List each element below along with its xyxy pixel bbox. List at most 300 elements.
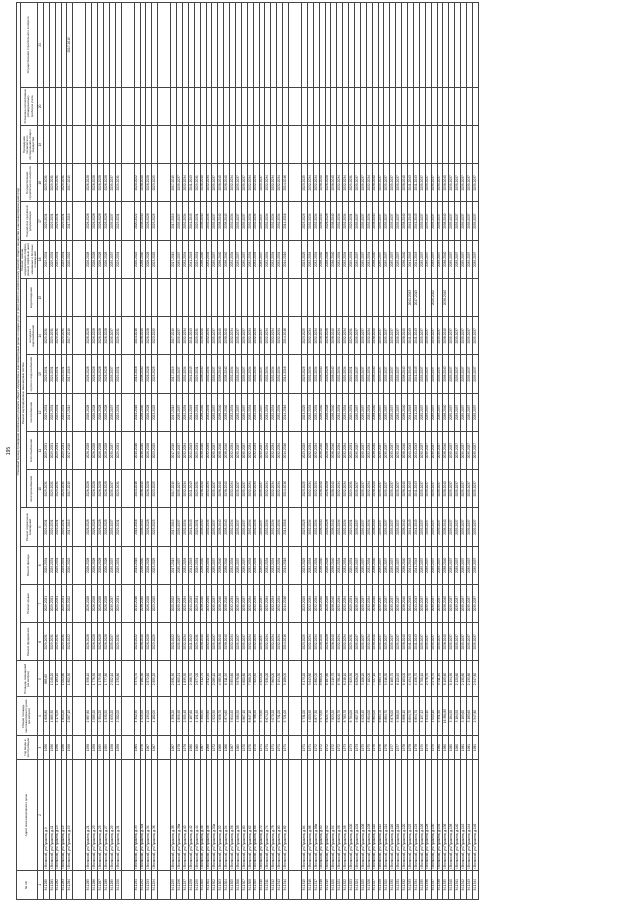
table-cell: 1 183,10 [55, 661, 61, 697]
table-cell: 2035-2037 [472, 546, 478, 584]
table-cell: 2038-2040 [319, 393, 325, 431]
table-cell: 4 139,00 [146, 697, 152, 735]
table-cell: 7 631,00 [265, 661, 271, 697]
table-cell: 2035-2037 [461, 355, 467, 393]
empty-cell [289, 3, 302, 88]
address-cell: г.Волжский, ул.Пушкина, д.110 [372, 760, 378, 870]
table-cell: 1973 [349, 735, 355, 760]
empty-cell [289, 87, 302, 125]
table-cell: 2035-2037 [259, 508, 265, 546]
table-cell: 2029-2031 [55, 584, 61, 622]
empty-cell [121, 87, 134, 125]
table-cell: 2035-2037 [236, 240, 242, 278]
table-cell: 2017-2019 [171, 164, 177, 202]
table-cell: 2035-2037 [241, 355, 247, 393]
column-number: 7 [37, 584, 43, 622]
table-cell: 1971 [271, 735, 277, 760]
table-cell: 2026-2028 [98, 431, 104, 469]
table-cell: 2035-2037 [425, 202, 431, 240]
table-cell: 2014-2016 [283, 546, 289, 584]
table-cell: 2035-2037 [472, 240, 478, 278]
table-cell: 2038-2040 [319, 546, 325, 584]
table-cell: 34.1312 [271, 870, 277, 899]
table-cell: 2029-2031 [43, 546, 49, 584]
table-cell: 2029-2031 [43, 393, 49, 431]
table-cell: 2026-2028 [86, 546, 92, 584]
table-cell: 2041-2043 [408, 546, 414, 584]
table-cell: 4 342,90 [134, 697, 140, 735]
table-cell: 2029-2031 [43, 584, 49, 622]
table-cell: 2026-2028 [146, 623, 152, 661]
table-cell: 2 882,00 [313, 661, 319, 697]
table-cell: 1978 [402, 735, 408, 760]
table-cell: 2038-2040 [200, 240, 206, 278]
table-cell: 2032-2034 [230, 470, 236, 508]
address-cell: г.Волжский, ул.Пушкина, д.34 [146, 760, 152, 870]
table-cell: 2029-2031 [49, 240, 55, 278]
address-cell: г.Волжский, ул.Пушкина, д.134 [437, 760, 443, 870]
table-cell: 2035-2037 [425, 508, 431, 546]
table-cell: 34.1311 [265, 870, 271, 899]
table-cell: 2 130,80 [466, 661, 472, 697]
table-cell: 2032-2034 [337, 431, 343, 469]
table-cell: 2038-2040 [140, 393, 146, 431]
table-cell: 2 887,80 [86, 697, 92, 735]
table-cell: 2014-2016 [283, 508, 289, 546]
table-cell: 2035-2037 [437, 470, 443, 508]
table-cell: 2041-2043 [188, 240, 194, 278]
address-cell: г.Волжский, ул.Пушкина, д.82 [283, 760, 289, 870]
empty-cell [121, 546, 134, 584]
table-cell: 2032-2034 [230, 584, 236, 622]
table-cell: 8 877,30 [313, 697, 319, 735]
table-cell: 2032-2034 [206, 546, 212, 584]
table-cell: 2023-2025 [302, 431, 308, 469]
table-cell: 1 002,80 [61, 661, 67, 697]
table-cell: 2026-2028 [146, 470, 152, 508]
table-cell: 1956 [55, 735, 61, 760]
table-cell: 2035-2037 [419, 355, 425, 393]
table-cell: 7 182,00 [366, 661, 372, 697]
table-cell: 2032-2034 [271, 508, 277, 546]
empty-cell [289, 393, 302, 431]
table-cell: 34.1326 [366, 870, 372, 899]
table-cell: 2029-2031 [43, 623, 49, 661]
table-cell: 2026-2028 [98, 240, 104, 278]
table-cell: 3 106,20 [360, 661, 366, 697]
empty-cell [121, 508, 134, 546]
table-cell: 2035-2037 [241, 240, 247, 278]
table-cell: 2 170,20 [55, 697, 61, 735]
table-cell: 2035-2037 [419, 202, 425, 240]
table-cell: 2035-2037 [384, 546, 390, 584]
table-cell: 2035-2037 [431, 546, 437, 584]
table-cell: 2026-2028 [325, 431, 331, 469]
table-cell: 34.1343 [466, 870, 472, 899]
table-cell: 2032-2034 [265, 508, 271, 546]
table-cell: 1 230,80 [115, 661, 121, 697]
table-cell: 34.1316 [307, 870, 313, 899]
address-cell: г.Волжский, ул.Пушкина, д.92 [325, 760, 331, 870]
table-cell: 2032-2034 [271, 431, 277, 469]
header-metering: Проведение технического обследования общего имущества [21, 125, 38, 163]
table-cell: 2032-2034 [366, 240, 372, 278]
table-cell: 2032-2034 [182, 623, 188, 661]
table-cell: 34.1318 [319, 870, 325, 899]
table-cell: 2038-2040 [218, 508, 224, 546]
table-cell: 2017-2019 [171, 355, 177, 393]
table-cell: 2035-2037 [177, 623, 183, 661]
table-cell: 2041-2043 [408, 470, 414, 508]
table-cell: 2035-2037 [449, 202, 455, 240]
table-cell: 2035-2037 [461, 546, 467, 584]
table-cell: 2038-2040 [140, 355, 146, 393]
table-cell: 2032-2034 [182, 508, 188, 546]
table-cell: 2041-2043 [408, 623, 414, 661]
table-cell: 2035-2037 [461, 508, 467, 546]
table-cell: 2026-2028 [86, 202, 92, 240]
table-cell: 2017-2019 [171, 508, 177, 546]
table-cell: 4 043,10 [425, 697, 431, 735]
table-cell: 2038-2040 [218, 164, 224, 202]
table-cell: 2029-2031 [61, 164, 67, 202]
table-cell: 2038-2040 [402, 470, 408, 508]
table-cell: 2032-2034 [230, 355, 236, 393]
table-cell: 2032-2034 [247, 164, 253, 202]
table-cell: 2035-2037 [455, 470, 461, 508]
table-cell: 2038-2040 [443, 431, 449, 469]
table-cell: 8 674,20 [265, 697, 271, 735]
table-cell: 1 930,50 [103, 697, 109, 735]
empty-cell [73, 546, 86, 584]
table-cell: 2032-2034 [206, 202, 212, 240]
empty-cell [73, 623, 86, 661]
table-cell: 2026-2028 [103, 584, 109, 622]
table-cell: 2035-2037 [461, 470, 467, 508]
header-heat: теплоснабжения [27, 431, 38, 469]
table-cell: 2 831,30 [171, 661, 177, 697]
address-cell: г.Волжский, ул.Пушкина, д.33 [134, 760, 140, 870]
table-cell: 2038-2040 [319, 202, 325, 240]
empty-cell [73, 661, 86, 697]
table-cell: 2035-2037 [212, 431, 218, 469]
table-cell: 2035-2037 [109, 623, 115, 661]
empty-cell [73, 240, 86, 278]
table-cell: 2026-2028 [92, 317, 98, 355]
empty-cell [158, 431, 171, 469]
table-cell: 2038-2040 [443, 584, 449, 622]
table-cell: 7 568,20 [247, 661, 253, 697]
table-cell: 2032-2034 [277, 240, 283, 278]
table-cell: 2035-2037 [431, 164, 437, 202]
table-cell: 2032-2034 [343, 202, 349, 240]
table-cell: 2035-2037 [455, 393, 461, 431]
table-cell: 5 731,00 [302, 697, 308, 735]
table-cell: 2035-2037 [259, 164, 265, 202]
table-cell: 34.1322 [343, 870, 349, 899]
table-cell: 2035-2037 [449, 584, 455, 622]
address-cell: г.Волжский, ул.Пушкина, д.94 [331, 760, 337, 870]
table-cell: 2038-2040 [319, 508, 325, 546]
table-cell: 1972 [331, 735, 337, 760]
table-cell: 2032-2034 [313, 355, 319, 393]
table-cell: 2026-2028 [98, 317, 104, 355]
table-cell: 2038-2040 [224, 584, 230, 622]
empty-cell [289, 431, 302, 469]
empty-cell [73, 202, 86, 240]
table-cell: 1966 [224, 735, 230, 760]
table-cell: 2 067,10 [67, 697, 73, 735]
table-cell: 2026-2028 [103, 317, 109, 355]
table-cell: 2017-2019 [67, 164, 73, 202]
table-cell: 2029-2031 [349, 623, 355, 661]
table-cell: 2035-2037 [236, 470, 242, 508]
table-cell: 2035-2037 [390, 355, 396, 393]
table-cell: 2041-2043 [413, 355, 419, 393]
table-cell: 865,60 [43, 661, 49, 697]
table-cell: 2023-2025 [302, 546, 308, 584]
table-cell: 2035-2037 [431, 355, 437, 393]
address-cell: г.Волжский, ул.Пушкина, д.11 [49, 760, 55, 870]
table-cell: 2020-2022 [67, 584, 73, 622]
address-cell: г.Волжский, ул.Пушкина, д.126 [419, 760, 425, 870]
table-cell: 2026-2028 [92, 431, 98, 469]
table-cell: 2035-2037 [378, 623, 384, 661]
table-cell: 2026-2028 [86, 164, 92, 202]
table-cell: 2035-2037 [355, 393, 361, 431]
address-cell: г.Волжский, ул.Пушкина, д.146 [472, 760, 478, 870]
table-cell: 2035-2037 [378, 546, 384, 584]
table-cell: 2041-2043 [188, 470, 194, 508]
address-cell: г.Волжский, ул.Пушкина, д.48 [206, 760, 212, 870]
table-cell: 2032-2034 [271, 317, 277, 355]
table-cell: 2035-2037 [419, 317, 425, 355]
table-cell: 34.1299 [194, 870, 200, 899]
table-cell: 2038-2040 [443, 470, 449, 508]
table-cell: 2032-2034 [206, 164, 212, 202]
table-cell: 2032-2034 [271, 584, 277, 622]
table-cell: 2035-2037 [355, 164, 361, 202]
group-gap-row [73, 3, 86, 900]
table-cell: 2026-2028 [103, 355, 109, 393]
table-cell: 2035-2037 [360, 355, 366, 393]
empty-cell [121, 317, 134, 355]
empty-cell [73, 760, 86, 870]
table-cell: 2032-2034 [206, 355, 212, 393]
table-cell: 1981 [466, 735, 472, 760]
table-cell: 2035-2037 [177, 202, 183, 240]
table-cell: 2032-2034 [182, 470, 188, 508]
empty-cell [121, 125, 134, 163]
table-cell: 2038-2040 [200, 355, 206, 393]
table-cell: 2014-2016 [283, 623, 289, 661]
table-cell: 2032-2034 [313, 240, 319, 278]
table-cell: 34.1284 [67, 870, 73, 899]
table-cell: 2032-2034 [230, 546, 236, 584]
table-cell: 2029-2031 [55, 623, 61, 661]
address-cell: г.Волжский, ул.Пушкина, д.116 [390, 760, 396, 870]
table-cell: 2038-2040 [443, 508, 449, 546]
table-cell: 1 777,80 [103, 661, 109, 697]
table-cell: 2023-2025 [302, 164, 308, 202]
table-cell: 2032-2034 [307, 470, 313, 508]
table-cell: 2 547,80 [472, 697, 478, 735]
table-cell: 2035-2037 [472, 317, 478, 355]
table-cell: 8 876,00 [390, 697, 396, 735]
table-cell: 2041-2043 [188, 202, 194, 240]
table-cell: 2029-2031 [194, 431, 200, 469]
table-cell: 2026-2028 [325, 355, 331, 393]
empty-cell [289, 735, 302, 760]
header-period-group: Плановый период проведения капитального ремонта общего имущества в многоквартирных домах по видам услуг и (или) работ по капитальному ремонту общего имущества в многоквартирном доме (год) [17, 3, 21, 661]
table-cell: 2032-2034 [265, 164, 271, 202]
table-cell: 2038-2040 [140, 546, 146, 584]
table-cell: 2041-2043 [188, 584, 194, 622]
table-cell: 2035-2037 [466, 355, 472, 393]
table-cell: 2035-2037 [384, 508, 390, 546]
empty-cell [73, 735, 86, 760]
table-cell: 2038-2040 [402, 431, 408, 469]
table-cell: 2035-2037 [461, 431, 467, 469]
table-cell: 2029-2031 [43, 355, 49, 393]
table-cell: 2038-2040 [443, 317, 449, 355]
empty-cell [73, 431, 86, 469]
table-cell: 2035-2037 [109, 393, 115, 431]
table-cell: 2 877,00 [194, 661, 200, 697]
table-cell: 2038-2040 [443, 202, 449, 240]
table-cell: 1964 [134, 735, 140, 760]
table-cell: 2035-2037 [437, 164, 443, 202]
table-cell: 2029-2031 [43, 431, 49, 469]
table-cell: 2035-2037 [259, 431, 265, 469]
table-cell: 2035-2037 [355, 508, 361, 546]
table-cell: 2032-2034 [313, 393, 319, 431]
table-cell: 1967 [230, 735, 236, 760]
table-cell: 2032-2034 [337, 508, 343, 546]
table-cell: 4 925,90 [140, 697, 146, 735]
address-cell: г.Волжский, ул.Пушкина, д.140 [455, 760, 461, 870]
table-cell: 2041-2043 [413, 164, 419, 202]
table-cell: 34.1317 [313, 870, 319, 899]
table-cell: 2035-2037 [360, 240, 366, 278]
table-cell: 2035-2037 [466, 508, 472, 546]
table-cell: 2032-2034 [271, 355, 277, 393]
table-cell: 2026-2028 [103, 546, 109, 584]
table-cell: 1977 [390, 735, 396, 760]
table-cell: 2035-2037 [177, 584, 183, 622]
table-cell: 2032-2034 [247, 393, 253, 431]
table-cell: 2017-2019 [171, 317, 177, 355]
table-cell: 2038-2040 [224, 546, 230, 584]
table-cell: 2017-2019 [171, 202, 177, 240]
table-cell: 2032-2034 [247, 431, 253, 469]
table-cell: 2032-2034 [313, 584, 319, 622]
table-cell: 2032-2034 [182, 164, 188, 202]
table-cell: 2023-2025 [302, 508, 308, 546]
table-cell: 2032-2034 [253, 508, 259, 546]
table-cell: 34.1336 [425, 870, 431, 899]
empty-cell [73, 870, 86, 899]
table-cell: 2029-2031 [349, 355, 355, 393]
table-cell: 2029-2031 [49, 623, 55, 661]
table-cell: 2035-2037 [390, 393, 396, 431]
table-cell: 2038-2040 [402, 508, 408, 546]
table-cell: 2038-2040 [331, 317, 337, 355]
empty-cell [289, 317, 302, 355]
table-cell: 2017-2019 [171, 470, 177, 508]
table-cell: 2 576,70 [431, 661, 437, 697]
table-cell: 2038-2040 [402, 355, 408, 393]
table-cell: 2032-2034 [230, 623, 236, 661]
table-cell: 1970 [247, 735, 253, 760]
table-cell: 2035-2037 [212, 317, 218, 355]
table-cell: 2029-2031 [55, 431, 61, 469]
table-cell: 2041-2043 [408, 278, 414, 316]
table-cell: 2029-2031 [349, 508, 355, 546]
table-cell: 2035-2037 [431, 584, 437, 622]
table-cell: 2038-2040 [200, 164, 206, 202]
table-cell: 6 187,80 [325, 661, 331, 697]
empty-cell [158, 278, 171, 316]
address-cell: г.Волжский, ул.Пушкина, д.96 [337, 760, 343, 870]
table-cell: 2035-2037 [236, 355, 242, 393]
address-cell: г.Волжский, ул.Пушкина, д.29 [109, 760, 115, 870]
table-cell: 2041-2043 [413, 393, 419, 431]
table-cell: 2023-2025 [152, 317, 158, 355]
header-cold-water: холодного водоснабжения [27, 317, 38, 355]
table-cell: 2029-2031 [49, 431, 55, 469]
empty-cell [289, 697, 302, 735]
table-cell: 2032-2034 [253, 393, 259, 431]
table-cell: 2029-2031 [61, 355, 67, 393]
table-cell: 2029-2031 [43, 202, 49, 240]
table-cell: 2035-2037 [431, 202, 437, 240]
table-cell: 2035-2037 [425, 317, 431, 355]
empty-cell [289, 125, 302, 163]
table-cell: 2035-2037 [236, 317, 242, 355]
table-cell: 2032-2034 [271, 623, 277, 661]
address-cell: г.Волжский, ул.Пушкина, д.62 [247, 760, 253, 870]
table-cell: 2035-2037 [241, 393, 247, 431]
table-cell: 2035-2037 [109, 508, 115, 546]
table-cell: 2029-2031 [349, 546, 355, 584]
table-cell: 2035-2037 [419, 393, 425, 431]
table-cell: 2029-2031 [49, 546, 55, 584]
table-cell: 2035-2037 [455, 623, 461, 661]
table-cell: 2038-2040 [319, 470, 325, 508]
table-cell: 2035-2037 [449, 508, 455, 546]
table-cell: 2035-2037 [431, 317, 437, 355]
table-cell: 2038-2040 [224, 431, 230, 469]
table-cell: 2029-2031 [115, 240, 121, 278]
table-cell: 1967 [152, 735, 158, 760]
table-cell: 2026-2028 [325, 240, 331, 278]
table-cell: 2035-2037 [212, 584, 218, 622]
table-cell: 2035-2037 [384, 240, 390, 278]
table-cell: 2029-2031 [61, 546, 67, 584]
table-cell: 2035-2037 [431, 240, 437, 278]
table-cell: 2032-2034 [307, 508, 313, 546]
table-cell: 2032-2034 [271, 470, 277, 508]
table-cell: 4 989,50 [218, 661, 224, 697]
address-cell: г.Волжский, ул.Пушкина, д.23 [92, 760, 98, 870]
table-cell: 2038-2040 [402, 546, 408, 584]
table-cell: 3 374,70 [134, 661, 140, 697]
table-cell: 2014-2016 [283, 470, 289, 508]
table-cell: 2029-2031 [115, 584, 121, 622]
table-cell: 2 859,20 [152, 661, 158, 697]
table-cell: 2029-2031 [61, 584, 67, 622]
